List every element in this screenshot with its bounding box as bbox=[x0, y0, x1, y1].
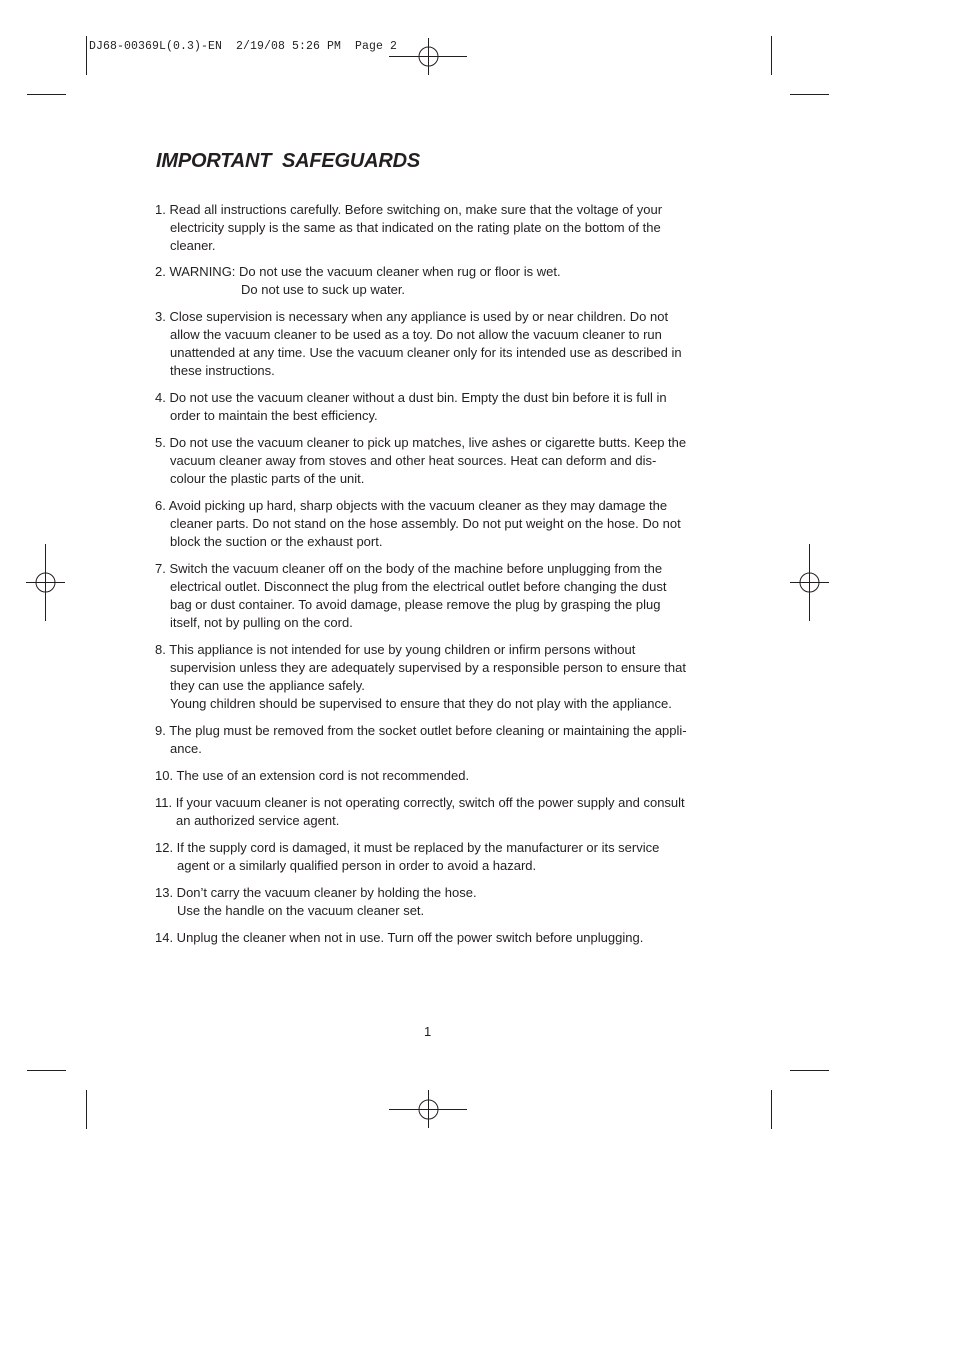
item-line: 10. The use of an extension cord is not recommended. bbox=[155, 768, 470, 783]
item-line: 7. Switch the vacuum cleaner off on the body of the machine before unplugging from the bbox=[155, 561, 663, 576]
registration-mark-top bbox=[389, 38, 467, 75]
item-line: they can use the appliance safely. bbox=[170, 678, 365, 693]
item-line: 8. This appliance is not intended for use by young children or infirm persons without bbox=[155, 642, 636, 657]
safeguard-item-3 bbox=[155, 308, 715, 380]
safeguard-item-10 bbox=[155, 767, 715, 785]
item-line: order to maintain the best efficiency. bbox=[170, 408, 378, 423]
safeguard-item-9 bbox=[155, 722, 715, 758]
item-line: colour the plastic parts of the unit. bbox=[170, 471, 365, 486]
safeguard-item-6 bbox=[155, 497, 715, 551]
item-line: 1. Read all instructions carefully. Before switching on, make sure that the voltage of your bbox=[155, 202, 663, 217]
item-line: ance. bbox=[170, 741, 202, 756]
safeguard-item-4 bbox=[155, 389, 715, 425]
registration-mark-left bbox=[26, 544, 65, 621]
item-line: 12. If the supply cord is damaged, it must be replaced by the manufacturer or its service bbox=[155, 840, 660, 855]
item-line: bag or dust container. To avoid damage, please remove the plug by grasping the plug bbox=[170, 597, 661, 612]
item-line: 2. WARNING: Do not use the vacuum cleaner when rug or floor is wet. bbox=[155, 264, 561, 279]
page-number: 1 bbox=[424, 1024, 432, 1039]
safeguard-item-8 bbox=[155, 641, 715, 713]
item-line: cleaner parts. Do not stand on the hose assembly. Do not put weight on the hose. Do not bbox=[170, 516, 681, 531]
safeguard-item-14 bbox=[155, 929, 715, 947]
item-line: itself, not by pulling on the cord. bbox=[170, 615, 353, 630]
item-line: 11. If your vacuum cleaner is not operating correctly, switch off the power supply and consult bbox=[155, 795, 685, 810]
safeguard-item-7 bbox=[155, 560, 715, 632]
item-line: block the suction or the exhaust port. bbox=[170, 534, 383, 549]
item-line: supervision unless they are adequately supervised by a responsible person to ensure that bbox=[170, 660, 686, 675]
item-line: these instructions. bbox=[170, 363, 275, 378]
printer-slug: DJ68-00369L(0.3)-EN 2/19/08 5:26 PM Page 2 bbox=[89, 40, 398, 53]
registration-mark-bottom bbox=[389, 1090, 467, 1128]
registration-mark-right bbox=[790, 544, 829, 621]
safeguard-item-12 bbox=[155, 839, 715, 875]
safeguard-item-5 bbox=[155, 434, 715, 488]
safeguard-item-11 bbox=[155, 794, 715, 830]
item-line: electricity supply is the same as that indicated on the rating plate on the bottom of the bbox=[170, 220, 661, 235]
item-line: 14. Unplug the cleaner when not in use. Turn off the power switch before unplugging. bbox=[155, 930, 644, 945]
item-line: 4. Do not use the vacuum cleaner without a dust bin. Empty the dust bin before it is full in bbox=[155, 390, 667, 405]
item-line: unattended at any time. Use the vacuum cleaner only for its intended use as described in bbox=[170, 345, 682, 360]
item-line: Use the handle on the vacuum cleaner set. bbox=[177, 903, 425, 918]
item-line: Do not use to suck up water. bbox=[241, 282, 406, 297]
item-line: cleaner. bbox=[170, 238, 216, 253]
safeguard-item-1 bbox=[155, 201, 715, 255]
page-title: IMPORTANT SAFEGUARDS bbox=[156, 150, 420, 172]
item-line: allow the vacuum cleaner to be used as a toy. Do not allow the vacuum cleaner to run bbox=[170, 327, 662, 342]
item-line: an authorized service agent. bbox=[176, 813, 340, 828]
item-line: 6. Avoid picking up hard, sharp objects with the vacuum cleaner as they may damage the bbox=[155, 498, 668, 513]
safeguard-item-2 bbox=[155, 263, 715, 299]
safeguard-item-13 bbox=[155, 884, 715, 920]
item-line: electrical outlet. Disconnect the plug from the electrical outlet before changing the dust bbox=[170, 579, 667, 594]
item-line: 5. Do not use the vacuum cleaner to pick up matches, live ashes or cigarette butts. Keep the bbox=[155, 435, 687, 450]
item-line: 3. Close supervision is necessary when any appliance is used by or near children. Do not bbox=[155, 309, 669, 324]
item-line: agent or a similarly qualified person in order to avoid a hazard. bbox=[177, 858, 537, 873]
item-line: vacuum cleaner away from stoves and other heat sources. Heat can deform and dis- bbox=[170, 453, 657, 468]
item-line: 9. The plug must be removed from the socket outlet before cleaning or maintaining the appli- bbox=[155, 723, 687, 738]
item-line: Young children should be supervised to ensure that they do not play with the appliance. bbox=[170, 696, 672, 711]
item-line: 13. Don’t carry the vacuum cleaner by holding the hose. bbox=[155, 885, 477, 900]
